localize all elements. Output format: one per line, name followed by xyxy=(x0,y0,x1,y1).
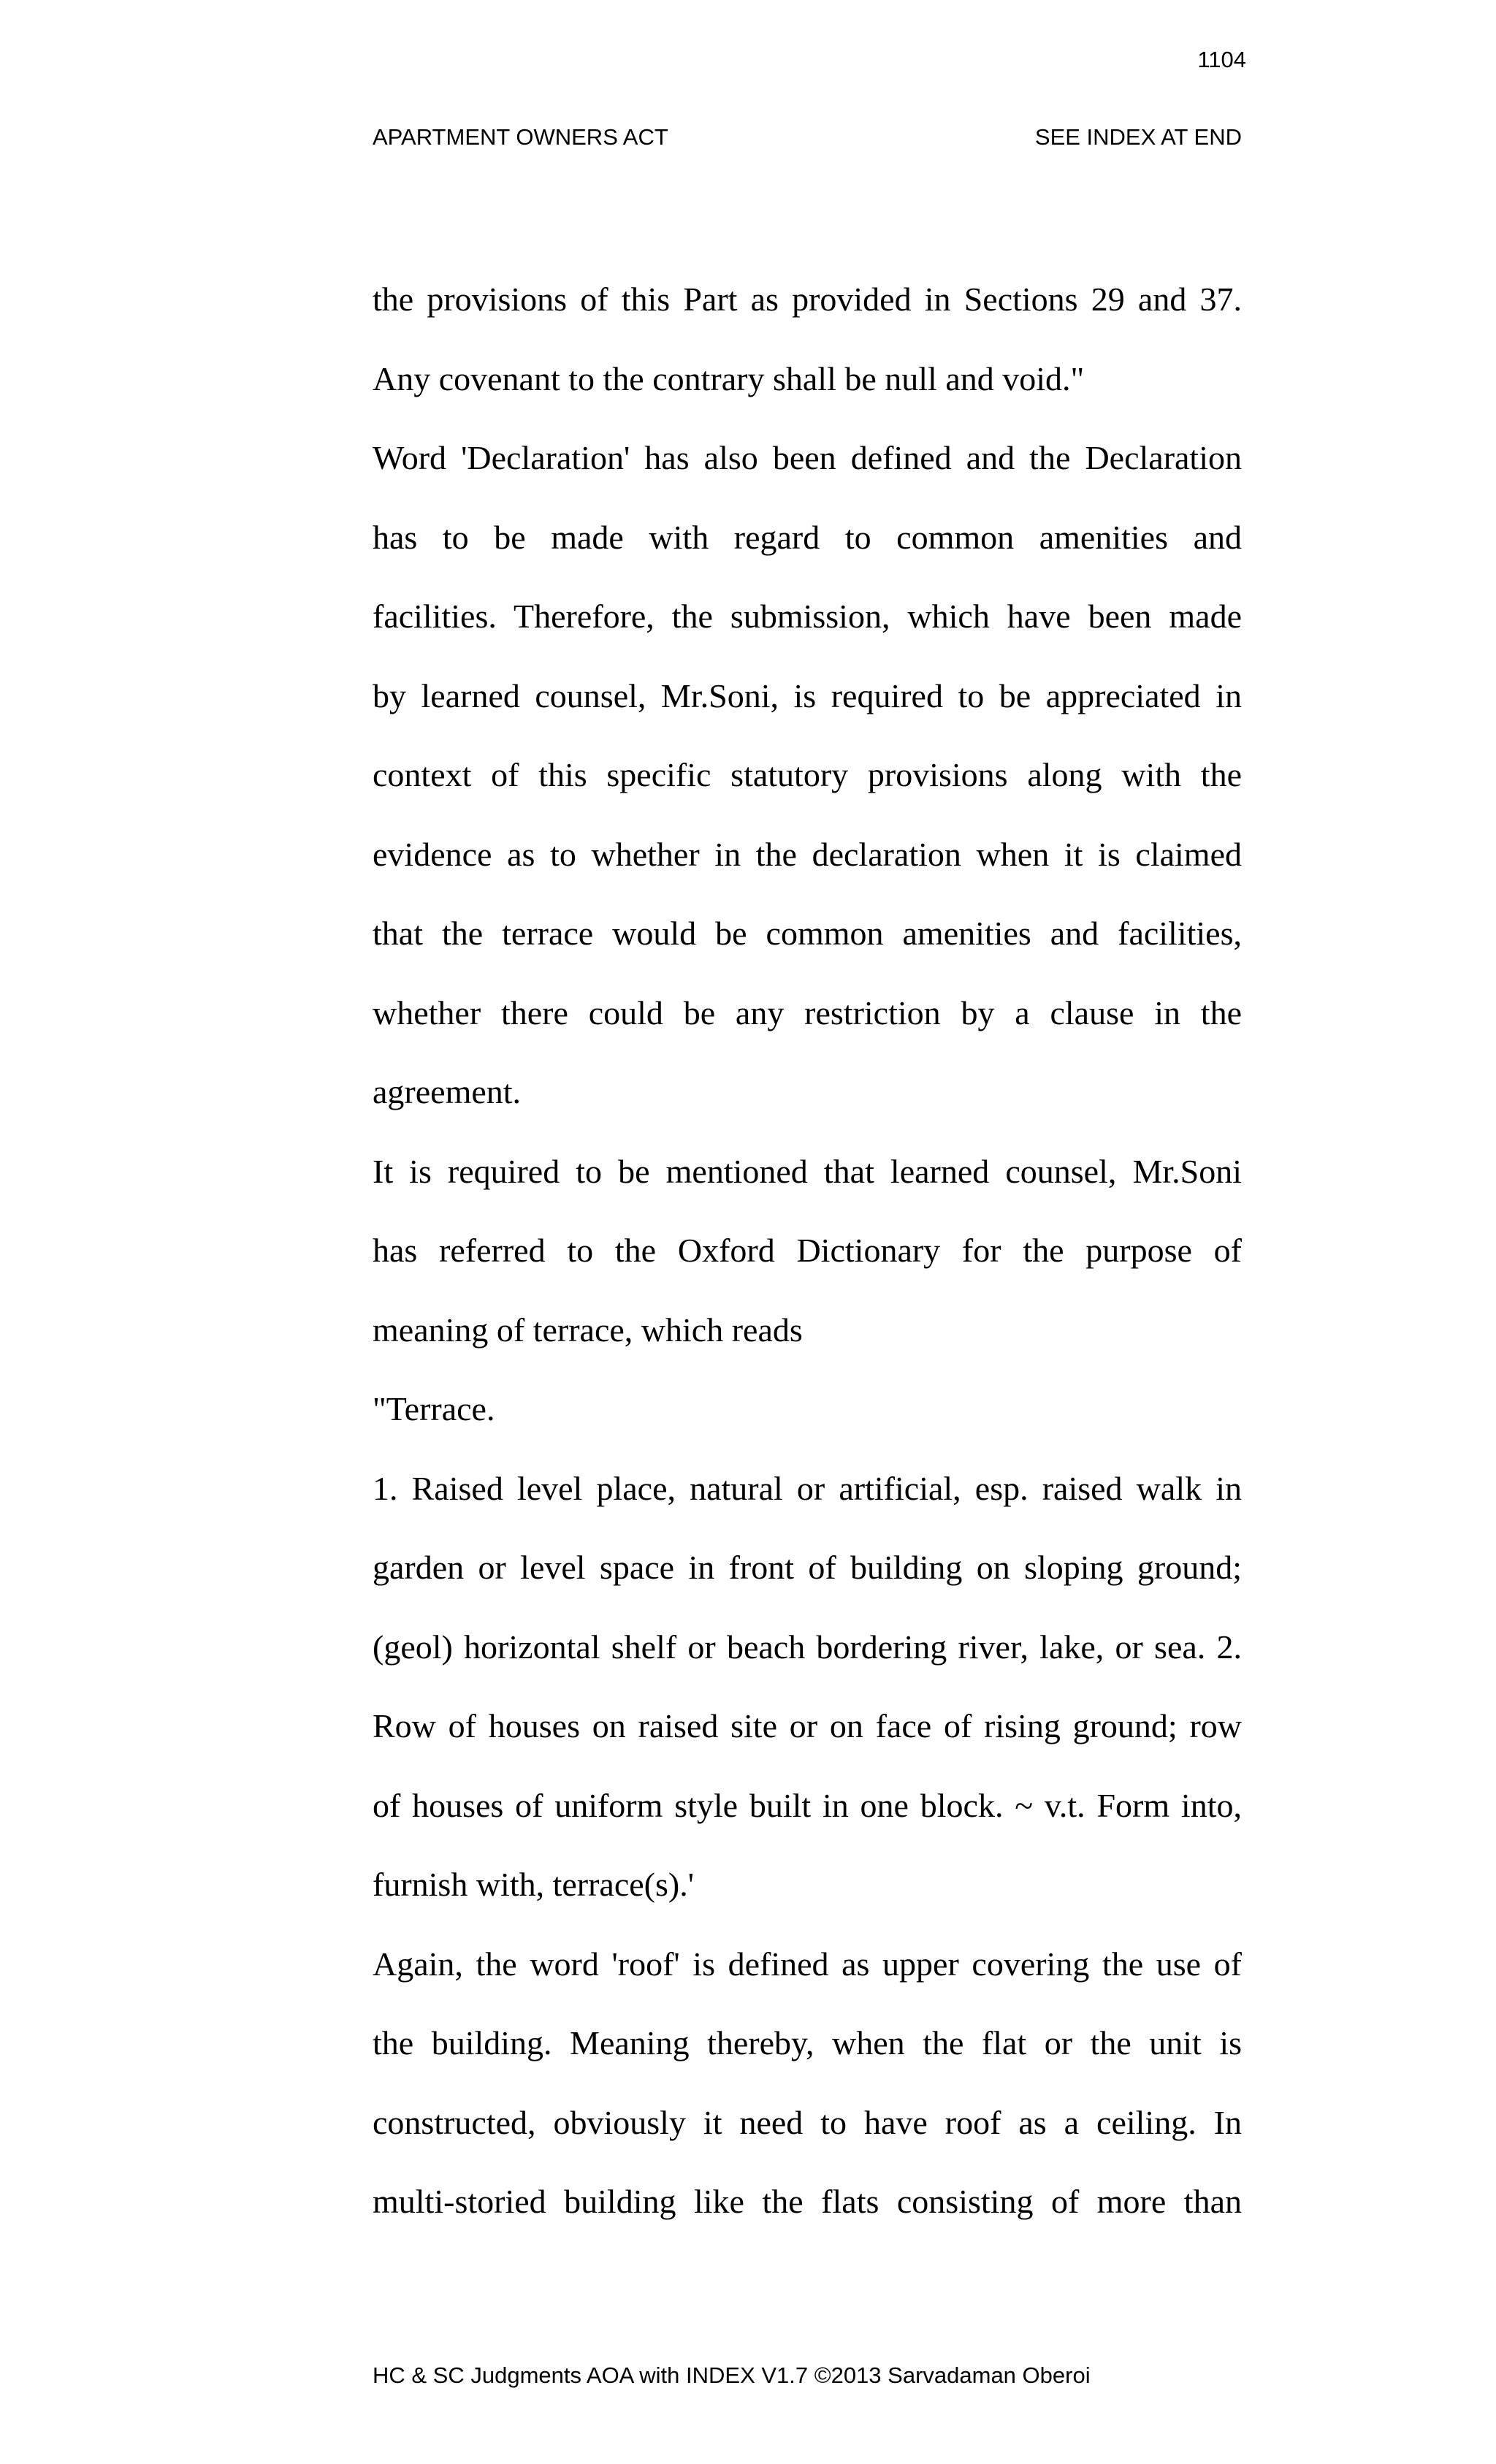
text-line: (geol) horizontal shelf or beach bordering river, lake, or sea. 2. xyxy=(373,1628,1242,1666)
text-line: 1. Raised level place, natural or artificial, esp. raised walk in xyxy=(373,1469,1242,1507)
text-line: evidence as to whether in the declaration when it is claimed xyxy=(373,835,1242,873)
text-line: whether there could be any restriction by a clause in the xyxy=(373,993,1242,1031)
text-line: furnish with, terrace(s).' xyxy=(373,1866,695,1903)
page-footer: HC & SC Judgments AOA with INDEX V1.7 ©2013 Sarvadaman Oberoi xyxy=(373,2362,1091,2388)
text-line: has to be made with regard to common amenities and xyxy=(373,518,1242,556)
text-line: the provisions of this Part as provided in Sections 29 and 37. xyxy=(373,281,1242,318)
text-line: facilities. Therefore, the submission, which have been made xyxy=(373,598,1242,635)
text-line: multi-storied building like the flats consisting of more than xyxy=(373,2183,1242,2220)
text-line: agreement. xyxy=(373,1073,522,1110)
text-line: that the terrace would be common amenities and facilities, xyxy=(373,915,1242,952)
text-line: Word 'Declaration' has also been defined and the Declaration xyxy=(373,439,1242,476)
document-body xyxy=(373,260,1242,2242)
text-line: It is required to be mentioned that learned counsel, Mr.Soni xyxy=(373,1152,1242,1190)
text-line: has referred to the Oxford Dictionary for the purpose of xyxy=(373,1232,1242,1269)
text-line: by learned counsel, Mr.Soni, is required to be appreciated in xyxy=(373,676,1242,714)
text-line: garden or level space in front of building on sloping ground; xyxy=(373,1549,1242,1586)
running-header-left: APARTMENT OWNERS ACT xyxy=(373,124,668,150)
text-line: of houses of uniform style built in one block. ~ v.t. Form into, xyxy=(373,1786,1242,1824)
page-number: 1104 xyxy=(1197,47,1246,72)
text-line: Row of houses on raised site or on face of rising ground; row xyxy=(373,1707,1242,1744)
running-header-right: SEE INDEX AT END xyxy=(1034,124,1242,150)
running-header xyxy=(373,124,1242,150)
text-line: context of this specific statutory provisions along with the xyxy=(373,756,1242,793)
text-line: the building. Meaning thereby, when the flat or the unit is xyxy=(373,2024,1242,2061)
text-line: meaning of terrace, which reads xyxy=(373,1311,803,1349)
text-line: Any covenant to the contrary shall be null and void." xyxy=(373,359,1085,397)
text-line: Again, the word 'roof' is defined as upper covering the use of xyxy=(373,1945,1242,1983)
text-line: constructed, obviously it need to have roof as a ceiling. In xyxy=(373,2103,1242,2141)
text-line: "Terrace. xyxy=(373,1390,495,1427)
